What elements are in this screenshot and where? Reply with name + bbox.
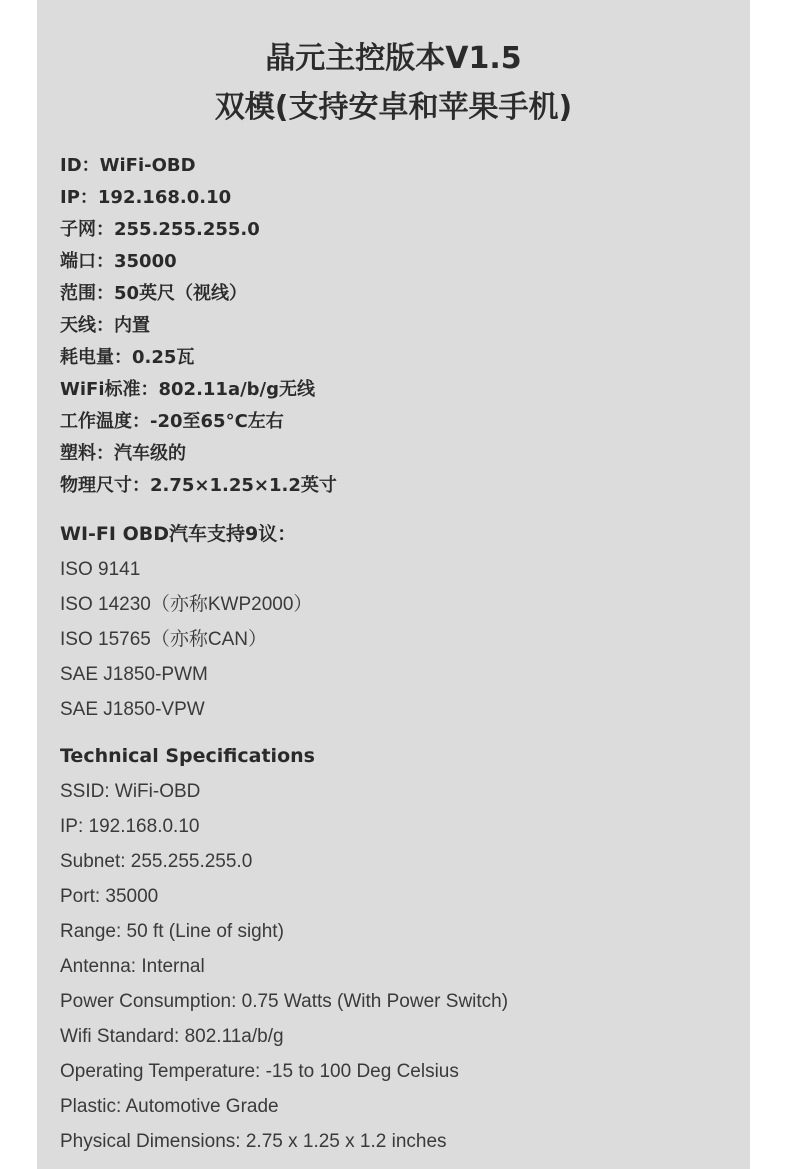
tech-spec-item: IP: 192.168.0.10: [60, 816, 200, 837]
tech-spec-item: Port: 35000: [60, 886, 159, 907]
spec-item-id: ID：WiFi-OBD: [60, 155, 196, 176]
protocol-item: ISO 9141: [60, 559, 141, 580]
page-title: 晶元主控版本V1.5: [265, 41, 522, 76]
tech-spec-item: SSID: WiFi-OBD: [60, 781, 201, 802]
spec-item-port: 端口：35000: [60, 251, 177, 272]
technical-specs-list: [60, 774, 508, 1159]
spec-item-plastic: 塑料：汽车级的: [60, 443, 186, 464]
technical-specs-heading: Technical Specifications: [60, 745, 315, 767]
spec-item-antenna: 天线：内置: [60, 315, 150, 336]
spec-item-range: 范围：50英尺（视线）: [60, 283, 248, 304]
protocols-heading: WI-FI OBD汽车支持9议：: [60, 523, 297, 545]
protocols-list: [60, 552, 312, 727]
spec-item-temperature: 工作温度：-20至65°C左右: [60, 411, 284, 432]
tech-spec-item: Range: 50 ft (Line of sight): [60, 921, 284, 942]
tech-spec-item: Subnet: 255.255.255.0: [60, 851, 253, 872]
protocol-item: ISO 15765（亦称CAN）: [60, 629, 267, 650]
tech-spec-item: Antenna: Internal: [60, 956, 205, 977]
tech-spec-item: Power Consumption: 0.75 Watts (With Power Switch): [60, 991, 509, 1012]
tech-spec-item: Physical Dimensions: 2.75 x 1.25 x 1.2 inches: [60, 1131, 447, 1152]
page-subtitle: 双模(支持安卓和苹果手机): [214, 90, 573, 125]
spec-item-subnet: 子网：255.255.255.0: [60, 219, 260, 240]
protocol-item: SAE J1850-VPW: [60, 699, 205, 720]
tech-spec-item: Wifi Standard: 802.11a/b/g: [60, 1026, 284, 1047]
protocol-item: ISO 14230（亦称KWP2000）: [60, 594, 313, 615]
spec-item-wifi-standard: WiFi标准：802.11a/b/g无线: [60, 379, 316, 400]
spec-item-power: 耗电量：0.25瓦: [60, 347, 195, 368]
spec-item-dimensions: 物理尺寸：2.75×1.25×1.2英寸: [60, 475, 337, 496]
tech-spec-item: Operating Temperature: -15 to 100 Deg Celsius: [60, 1061, 459, 1082]
spec-item-ip: IP：192.168.0.10: [60, 187, 232, 208]
tech-spec-item: Plastic: Automotive Grade: [60, 1096, 279, 1117]
protocol-item: SAE J1850-PWM: [60, 664, 208, 685]
chinese-spec-list: [60, 150, 337, 502]
